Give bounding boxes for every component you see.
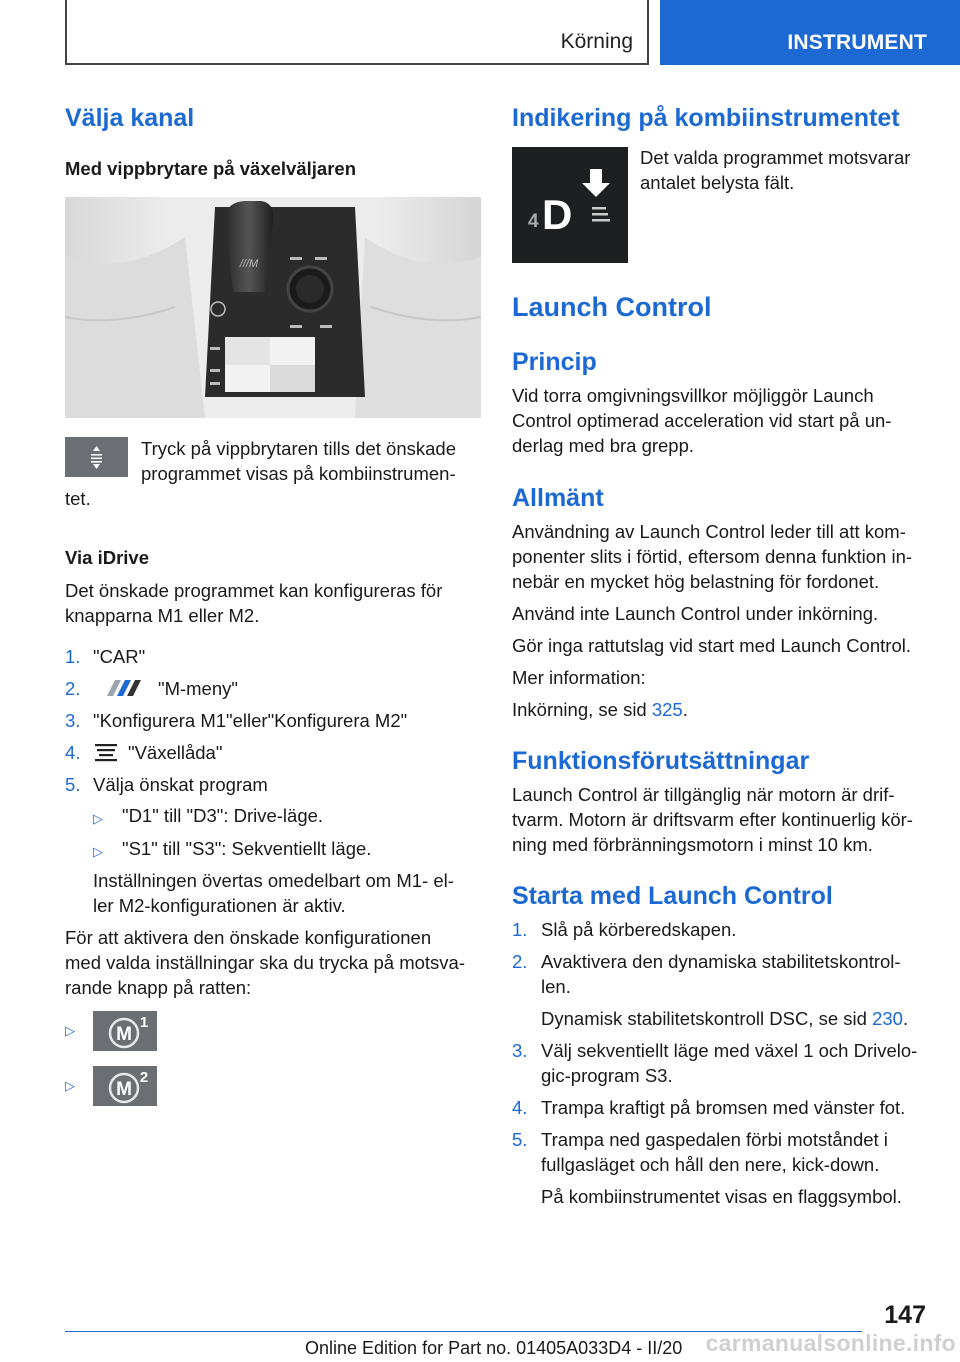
- header-chapter: INSTRUMENT: [787, 31, 927, 54]
- activate-line3: rande knapp på ratten:: [65, 977, 252, 998]
- note-line2: ler M2-konfigurationen är aktiv.: [93, 895, 346, 916]
- m1-sup: 1: [139, 1014, 149, 1031]
- note-line1: Inställningen övertas omedelbart om M1- el-: [93, 870, 454, 891]
- heading-starta: Starta med Launch Control: [512, 882, 833, 910]
- heading-funktionsforutsattningar: Funktionsförutsättningar: [512, 747, 810, 775]
- step-text: Välja önskat program: [93, 774, 268, 795]
- m2-button-icon: [93, 1066, 157, 1106]
- page-link-230[interactable]: 230: [872, 1008, 903, 1029]
- bullet-text: "D1" till "D3": Drive-läge.: [122, 805, 324, 826]
- m2-letter: M: [116, 1079, 132, 1100]
- activate-line1: För att aktivera den önskade konfigurationen: [65, 927, 432, 948]
- step-number: 4.: [512, 1097, 528, 1118]
- step-number: 4.: [65, 742, 81, 763]
- step-text: len.: [541, 976, 571, 997]
- step-text: Trampa kraftigt på bromsen med vänster fot.: [541, 1097, 906, 1118]
- step-text: Trampa ned gaspedalen förbi motståndet i: [541, 1129, 888, 1150]
- step-subtext: På kombiinstrumentet visas en flaggsymbol.: [541, 1186, 902, 1207]
- allmant-line3: nebär en mycket hög belastning för fordonet.: [512, 571, 880, 592]
- step-number: 3.: [512, 1040, 528, 1061]
- page-number: 147: [884, 1301, 926, 1329]
- step-text: Välj sekventiellt läge med växel 1 och Drivelo-: [541, 1040, 918, 1061]
- step-text: "CAR": [93, 646, 146, 667]
- shift-text-line3: tet.: [65, 488, 91, 509]
- footer-edition: Online Edition for Part no. 01405A033D4 - II/20: [305, 1338, 683, 1358]
- shift-text-line2: programmet visas på kombiinstrumen-: [141, 463, 456, 484]
- cluster-display-icon: [512, 147, 628, 263]
- bullet-triangle-icon: ▷: [93, 811, 103, 826]
- heading-princip: Princip: [512, 348, 597, 376]
- step-subtext: Dynamisk stabilitetskontroll DSC, se sid 230.: [541, 1008, 909, 1029]
- heading-valja-kanal: Välja kanal: [65, 104, 195, 132]
- step-text: Slå på körberedskapen.: [541, 919, 737, 940]
- idrive-text-line1: Det önskade programmet kan konfigureras för: [65, 580, 443, 601]
- princip-line1: Vid torra omgivningsvillkor möjliggör Launch: [512, 385, 874, 406]
- funk-line3: ning med förbränningsmotorn i minst 10 km.: [512, 834, 873, 855]
- m1-button-icon: [93, 1011, 157, 1051]
- step-number: 5.: [65, 774, 81, 795]
- allmant-line1: Användning av Launch Control leder till att kom-: [512, 521, 906, 542]
- header-chapter-tab[interactable]: [660, 0, 960, 65]
- step-text: gic-program S3.: [541, 1065, 673, 1086]
- princip-line2: Control optimerad acceleration vid start på un-: [512, 410, 892, 431]
- heading-launch-control: Launch Control: [512, 292, 712, 322]
- svg-text:///M: ///M: [239, 258, 259, 270]
- m-menu-icon: [101, 680, 149, 701]
- bullet-triangle-icon: ▷: [93, 844, 103, 859]
- shift-paddle-icon: [65, 437, 128, 477]
- display-letter: D: [542, 191, 573, 238]
- funk-line1: Launch Control är tillgänglig när motorn är drif-: [512, 784, 895, 805]
- step-text: fullgasläget och håll den nere, kick-down.: [541, 1154, 880, 1175]
- bullet-triangle-icon: ▷: [65, 1078, 75, 1093]
- step-number: 2.: [512, 951, 528, 972]
- heading-allmant: Allmänt: [512, 484, 604, 512]
- step-text: "Konfigurera M1"eller"Konfigurera M2": [93, 710, 408, 731]
- gear-selector-illustration: [65, 197, 481, 418]
- activate-line2: med valda inställningar ska du trycka på motsva-: [65, 952, 465, 973]
- step-number: 1.: [65, 646, 81, 667]
- shift-text-line1: Tryck på vippbrytaren tills det önskade: [141, 438, 456, 459]
- allmant-line6: Mer information:: [512, 667, 646, 688]
- header-left-box: [65, 0, 649, 65]
- indikering-line1: Det valda programmet motsvarar: [640, 147, 911, 168]
- allmant-line4: Använd inte Launch Control under inkörning.: [512, 603, 879, 624]
- bullet-triangle-icon: ▷: [65, 1023, 75, 1038]
- bullet-text: "S1" till "S3": Sekventiellt läge.: [122, 838, 372, 859]
- watermark: carmanualsonline.info: [705, 1330, 956, 1356]
- allmant-line5: Gör inga rattutslag vid start med Launch Control.: [512, 635, 911, 656]
- step-text: "M-meny": [158, 678, 238, 699]
- step-text: "Växellåda": [128, 742, 223, 763]
- step-number: 5.: [512, 1129, 528, 1150]
- allmant-line2: ponenter slits i förtid, eftersom denna funktion in-: [512, 546, 913, 567]
- step-number: 1.: [512, 919, 528, 940]
- step-number: 2.: [65, 678, 81, 699]
- funk-line2: tvarm. Motorn är driftsvarm efter kontinuerlig kör-: [512, 809, 913, 830]
- gearbox-icon: [93, 742, 119, 767]
- idrive-text-line2: knapparna M1 eller M2.: [65, 605, 260, 626]
- step-number: 3.: [65, 710, 81, 731]
- header-section: Körning: [560, 30, 633, 53]
- princip-line3: derlag med bra grepp.: [512, 435, 695, 456]
- gear-selector-photo: [65, 197, 481, 418]
- m2-sup: 2: [139, 1069, 149, 1086]
- heading-indikering: Indikering på kombiinstrumentet: [512, 104, 900, 132]
- step-text: Avaktivera den dynamiska stabilitetskontrol-: [541, 951, 901, 972]
- indikering-line2: antalet belysta fält.: [640, 172, 795, 193]
- allmant-line7: Inkörning, se sid 325.: [512, 699, 688, 720]
- page-link-325[interactable]: 325: [651, 699, 683, 720]
- m1-letter: M: [116, 1024, 132, 1045]
- subheading-idrive: Via iDrive: [65, 547, 149, 568]
- display-number: 4: [528, 211, 539, 232]
- subheading-vippbrytare: Med vippbrytare på växelväljaren: [65, 158, 356, 179]
